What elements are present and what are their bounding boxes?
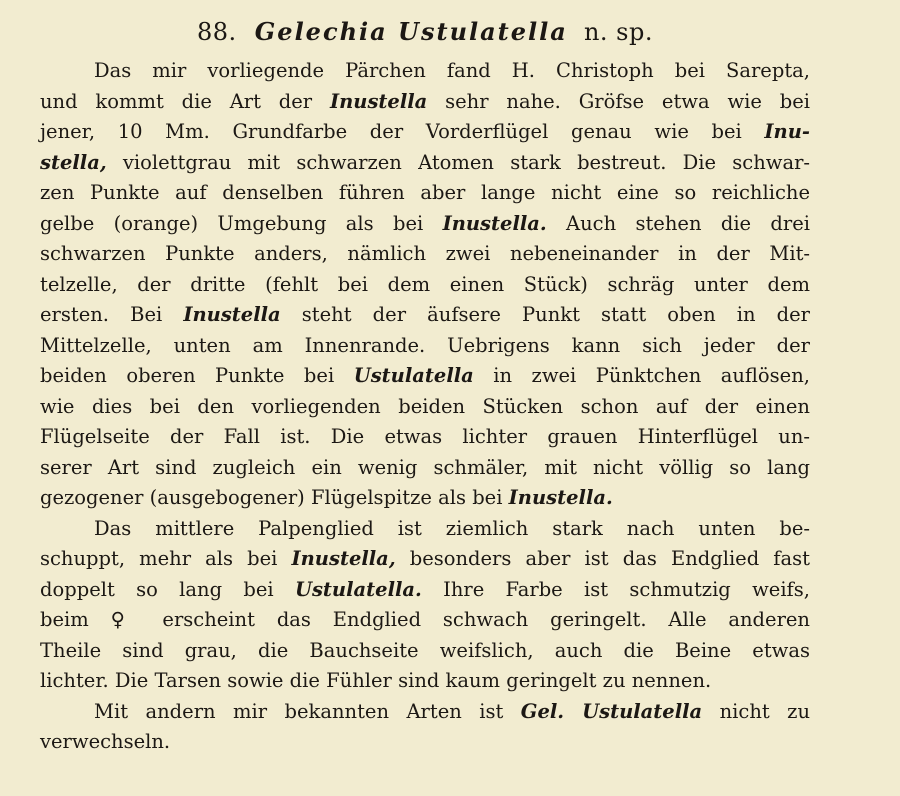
text-run: serer Art sind zugleich ein wenig schmäler, mit nicht völlig so lang [40, 455, 810, 479]
text-line [40, 270, 810, 301]
species-name: Gelechia Ustulatella [254, 17, 568, 46]
text-run: in zwei Pünktchen auflösen, [473, 364, 810, 387]
text-run: nicht zu [702, 699, 811, 723]
text-run: telzelle, der dritte (fehlt bei dem einen Stück) schräg unter dem [40, 272, 810, 296]
taxon-name: Inustella, [291, 547, 396, 570]
text-run: und kommt die Art der [40, 89, 330, 113]
text-line [40, 56, 810, 87]
new-species-marker: n. sp. [583, 18, 653, 46]
text-run: schuppt, mehr als bei [40, 547, 292, 570]
taxon-name: stella, [40, 150, 107, 174]
text-run: wie dies bei den vorliegenden beiden Stücken schon auf der einen [40, 394, 810, 418]
text-run: besonders aber ist das Endglied fast [395, 547, 810, 570]
text-run: gelbe (orange) Umgebung als bei [40, 211, 443, 235]
text-line [40, 209, 810, 240]
text-run: Flügelseite der Fall ist. Die etwas lichter grauen Hinterflügel un- [40, 425, 810, 448]
text-run: Ihre Farbe ist schmutzig weifs, [421, 577, 810, 601]
text-run: beiden oberen Punkte bei [40, 364, 354, 387]
text-run: Das mir vorliegende Pärchen fand H. Christoph bei Sarepta, [94, 59, 810, 82]
taxon-name: Inustella. [508, 486, 613, 509]
taxon-name: Inustella [183, 303, 281, 326]
text-line [40, 727, 810, 758]
text-line [40, 87, 810, 118]
text-line [40, 544, 810, 575]
paragraph [40, 56, 810, 514]
text-run: doppelt so lang bei [40, 577, 295, 601]
text-run: Auch stehen die drei [546, 211, 811, 235]
text-line [40, 483, 810, 514]
taxon-name: Inustella. [442, 211, 547, 235]
text-run: lichter. Die Tarsen sowie die Fühler sind kaum geringelt zu nennen. [40, 669, 712, 692]
text-line [40, 148, 810, 179]
text-run: sehr nahe. Gröfse etwa wie bei [427, 89, 810, 113]
text-run: violettgrau mit schwarzen Atomen stark bestreut. Die schwar- [106, 150, 810, 174]
text-run: Das mittlere Palpenglied ist ziemlich stark nach unten be- [94, 516, 810, 540]
text-line [40, 453, 810, 484]
taxon-name: Ustulatella. [294, 577, 422, 601]
text-line [40, 575, 810, 606]
taxon-name: Inu- [764, 120, 810, 143]
text-line [40, 422, 810, 453]
paragraph [40, 697, 810, 758]
text-run: verwechseln. [40, 730, 171, 753]
text-line [40, 697, 810, 728]
text-line [40, 331, 810, 362]
text-run: ersten. Bei [40, 303, 184, 326]
text-run: Mittelzelle, unten am Innenrande. Uebrigens kann sich jeder der [40, 333, 810, 357]
text-run: zen Punkte auf denselben führen aber lange nicht eine so reichliche [40, 181, 810, 204]
text-run: steht der äufsere Punkt statt oben in der [280, 303, 810, 326]
section-number: 88. [196, 18, 237, 46]
text-line [40, 514, 810, 545]
text-line [40, 239, 810, 270]
section-heading [40, 14, 810, 50]
text-line [40, 117, 810, 148]
text-line [40, 178, 810, 209]
body-text [40, 56, 810, 758]
text-run: Theile sind grau, die Bauchseite weifslich, auch die Beine etwas [40, 638, 810, 662]
text-line [40, 605, 810, 636]
paragraph [40, 514, 810, 697]
text-line [40, 636, 810, 667]
text-run: beim ♀ erscheint das Endglied schwach geringelt. Alle anderen [40, 608, 810, 631]
text-run: schwarzen Punkte anders, nämlich zwei nebeneinander in der Mit- [40, 242, 810, 265]
text-run: jener, 10 Mm. Grundfarbe der Vorderflügel genau wie bei [40, 120, 765, 143]
taxon-name: Ustulatella [353, 364, 474, 387]
text-run: gezogener (ausgebogener) Flügelspitze als bei [40, 486, 509, 509]
text-line [40, 361, 810, 392]
text-line [40, 666, 810, 697]
taxon-name: Gel. Ustulatella [520, 699, 703, 723]
text-line [40, 300, 810, 331]
text-line [40, 392, 810, 423]
taxon-name: Inustella [329, 89, 428, 113]
text-run: Mit andern mir bekannten Arten ist [94, 699, 521, 723]
